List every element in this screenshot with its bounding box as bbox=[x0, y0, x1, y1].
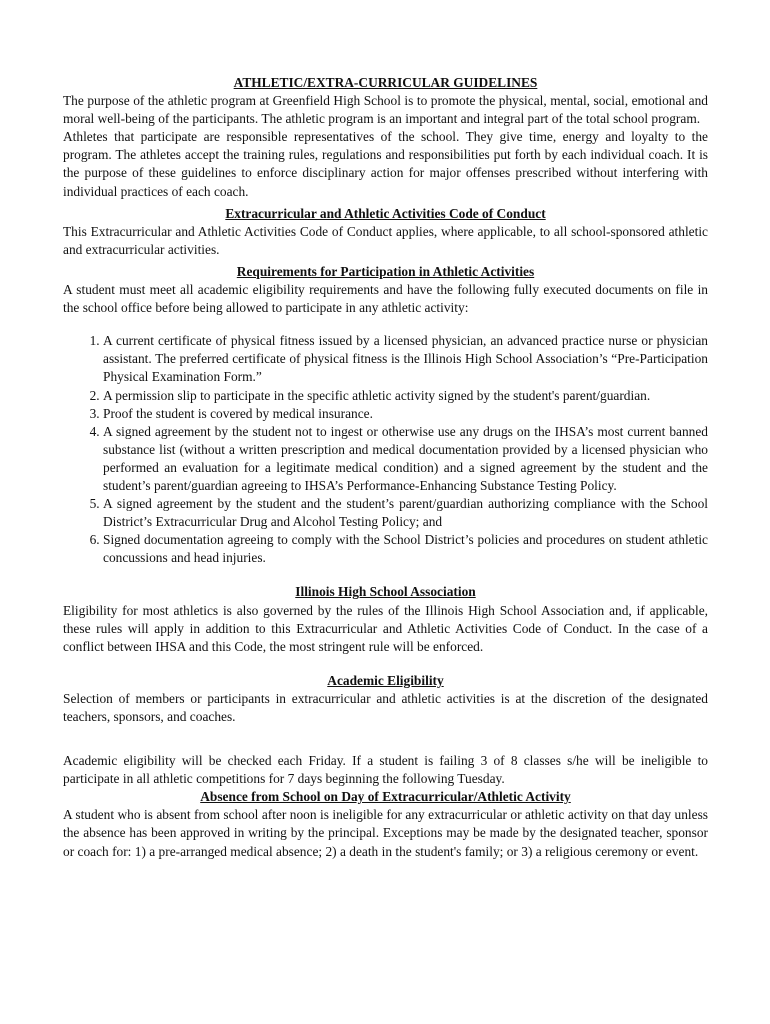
absence-heading: Absence from School on Day of Extracurricular/Athletic Activity bbox=[200, 789, 571, 805]
intro-paragraph-2: Athletes that participate are responsible representatives of the school. They give time, energy and loyalty to the program. The athletes accept the training rules, regulations and responsibilities put forth by each individual coach. It is the purpose of these guidelines to enforce disciplinary action for major offenses prescribed without interfering with individual practices of each coach. bbox=[63, 129, 708, 199]
ihsa-body: Eligibility for most athletics is also governed by the rules of the Illinois High School Association and, if applicable, these rules will apply in addition to this Extracurricular and Athletic Activities Code of Conduct. In the case of a conflict between IHSA and this Code, the most stringent rule will be enforced. bbox=[63, 602, 708, 654]
list-item: 1. A current certificate of physical fitness issued by a licensed physician, an advanced practice nurse or physician assistant. The preferred certificate of physical fitness is the Illinois High School Association’s “Pre-Participation Physical Examination Form.” bbox=[103, 332, 708, 386]
ihsa-heading: Illinois High School Association bbox=[295, 584, 476, 600]
absence-body: A student who is absent from school after noon is ineligible for any extracurricular or athletic activity on that day unless the absence has been approved in writing by the principal. Exceptions may be made by the designated teacher, sponsor or coach for: 1) a pre-arranged medical absence; 2) a death in the student's family; or 3) a religious ceremony or event. bbox=[63, 807, 708, 859]
academic-eligibility-body-1: Selection of members or participants in extracurricular and athletic activities is at the discretion of the designated teachers, sponsors, and coaches. bbox=[63, 690, 708, 724]
list-item: 2. A permission slip to participate in the specific athletic activity signed by the student's parent/guardian. bbox=[103, 387, 708, 405]
academic-eligibility-body-2: Academic eligibility will be checked each Friday. If a student is failing 3 of 8 classes s/he will be ineligible to participate in all athletic competitions for 7 days beginning the following Tuesday. bbox=[63, 753, 708, 787]
list-item: 4. A signed agreement by the student not to ingest or otherwise use any drugs on the IHSA’s most current banned substance list (without a written prescription and medical documentation provided by a licensed physician who performed an evaluation for a legitimate medical condition) and a signed agreement by the student and the student’s parent/guardian agreeing to IHSA’s Performance-Enhancing Substance Testing Policy. bbox=[103, 423, 708, 495]
code-of-conduct-body: This Extracurricular and Athletic Activities Code of Conduct applies, where applicable, to all school-sponsored athletic and extracurricular activities. bbox=[63, 223, 708, 257]
list-item: 5. A signed agreement by the student and the student’s parent/guardian authorizing compliance with the School District’s Extracurricular Drug and Alcohol Testing Policy; and bbox=[103, 495, 708, 531]
requirements-heading: Requirements for Participation in Athletic Activities bbox=[236, 263, 535, 279]
document-page bbox=[63, 74, 708, 861]
document-title: ATHLETIC/EXTRA-CURRICULAR GUIDELINES bbox=[233, 75, 538, 90]
list-item: 6. Signed documentation agreeing to comply with the School District’s policies and procedures on student athletic concussions and head injuries. bbox=[103, 531, 708, 567]
academic-eligibility-heading: Academic Eligibility bbox=[327, 672, 444, 688]
list-item: 3. Proof the student is covered by medical insurance. bbox=[103, 405, 708, 423]
code-of-conduct-heading: Extracurricular and Athletic Activities Code of Conduct bbox=[225, 205, 546, 221]
requirements-body: A student must meet all academic eligibility requirements and have the following fully executed documents on file in the school office before being allowed to participate in any athletic activity: bbox=[63, 282, 708, 316]
intro-paragraph-1: The purpose of the athletic program at Greenfield High School is to promote the physical, mental, social, emotional and moral well-being of the participants. The athletic program is an important and integral part of the total school program. bbox=[63, 93, 708, 127]
requirements-list bbox=[63, 332, 708, 567]
